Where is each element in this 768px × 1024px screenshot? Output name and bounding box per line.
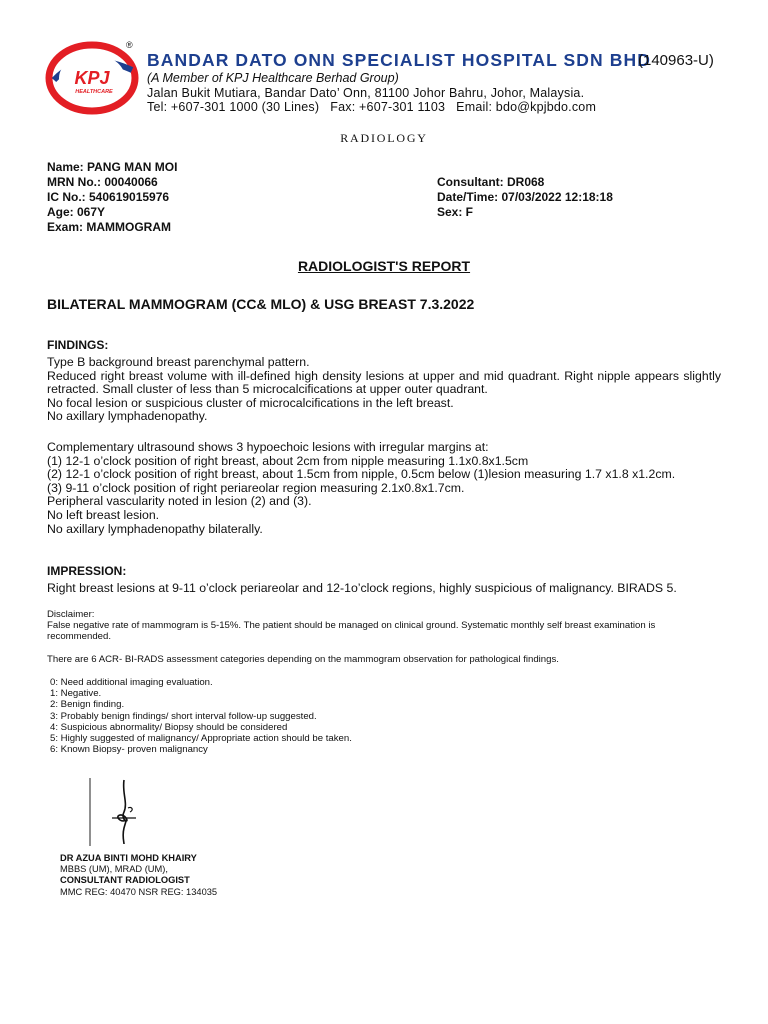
birads-categories bbox=[50, 677, 352, 755]
signatory-title: CONSULTANT RADIOLOGIST bbox=[60, 875, 190, 886]
disclaimer-label: Disclaimer: bbox=[47, 609, 95, 620]
exam-datetime: Date/Time: 07/03/2022 12:18:18 bbox=[437, 190, 613, 204]
birads-category: 6: Known Biopsy- proven malignancy bbox=[50, 744, 208, 756]
signature-image bbox=[84, 778, 164, 846]
signatory-qualifications: MBBS (UM), MRAD (UM), bbox=[60, 864, 168, 875]
finding-line: No focal lesion or suspicious cluster of microcalcifications in the left breast. bbox=[47, 395, 454, 410]
finding-line: (3) 9-11 o’clock position of right periareolar region measuring 2.1x0.8x1.7cm. bbox=[47, 480, 465, 495]
finding-line: Peripheral vascularity noted in lesion (2) and (3). bbox=[47, 494, 312, 509]
member-line: (A Member of KPJ Healthcare Berhad Group) bbox=[147, 71, 399, 85]
disclaimer-text: False negative rate of mammogram is 5-15%. The patient should be managed on clinical ground. Systematic monthly self breast examination is recommended. bbox=[47, 620, 656, 643]
birads-category: 3: Probably benign findings/ short interval follow-up suggested. bbox=[50, 710, 317, 722]
patient-ic: IC No.: 540619015976 bbox=[47, 190, 170, 204]
birads-category: 1: Negative. bbox=[50, 688, 102, 700]
report-title: RADIOLOGIST'S REPORT bbox=[297, 258, 471, 274]
kpj-logo bbox=[44, 40, 142, 116]
signatory-name: DR AZUA BINTI MOHD KHAIRY bbox=[60, 853, 197, 863]
finding-line: Type B background breast parenchymal pattern. bbox=[47, 355, 310, 369]
consultant: Consultant: DR068 bbox=[437, 175, 545, 189]
hospital-address: Jalan Bukit Mutiara, Bandar Dato’ Onn, 81100 Johor Bahru, Johor, Malaysia. bbox=[147, 86, 585, 100]
exam-type: Exam: MAMMOGRAM bbox=[47, 220, 172, 234]
impression-text: Right breast lesions at 9-11 o’clock periareolar and 12-1o’clock regions, highly suspicious of malignancy. BIRADS 5. bbox=[47, 581, 677, 595]
company-registration: (140963-U) bbox=[638, 52, 714, 69]
finding-line: Complementary ultrasound shows 3 hypoechoic lesions with irregular margins at: bbox=[47, 440, 489, 454]
finding-line: (2) 12-1 o’clock position of right breast, about 1.5cm from nipple, 0.5cm below (1)lesion measuring 1.7 x1.8 x1.2cm. bbox=[47, 467, 676, 482]
finding-line: No axillary lymphadenopathy. bbox=[47, 409, 208, 424]
findings-mammogram bbox=[47, 356, 721, 424]
birads-category: 0: Need additional imaging evaluation. bbox=[50, 677, 213, 688]
patient-info-right bbox=[437, 175, 613, 220]
patient-name: Name: PANG MAN MOI bbox=[47, 160, 178, 174]
birads-category: 4: Suspicious abnormality/ Biopsy should be considered bbox=[50, 721, 288, 733]
department-title: RADIOLOGY bbox=[340, 131, 428, 145]
patient-mrn: MRN No.: 00040066 bbox=[47, 175, 158, 189]
finding-line: No axillary lymphadenopathy bilaterally. bbox=[47, 521, 263, 536]
signatory-registration: MMC REG: 40470 NSR REG: 134035 bbox=[60, 886, 218, 897]
logo-subtext: HEALTHCARE bbox=[75, 89, 113, 95]
birads-category: 2: Benign finding. bbox=[50, 699, 125, 711]
findings-ultrasound bbox=[47, 441, 721, 536]
birads-intro: There are 6 ACR- BI-RADS assessment categories depending on the mammogram observation for pathological findings. bbox=[47, 654, 559, 665]
signatory-block bbox=[60, 853, 217, 898]
finding-line: No left breast lesion. bbox=[47, 507, 160, 522]
logo-text: KPJ bbox=[74, 68, 110, 88]
birads-category: 5: Highly suggested of malignancy/ Appropriate action should be taken. bbox=[50, 733, 352, 745]
registered-mark: ® bbox=[126, 40, 133, 50]
finding-line: Reduced right breast volume with ill-defined high density lesions at upper and mid quadrant. Right nipple appears slightly retracted. Small cluster of less than 5 microcalcifications at upper outer quadrant. bbox=[47, 368, 721, 397]
findings-heading: FINDINGS: bbox=[47, 338, 109, 352]
patient-age: Age: 067Y bbox=[47, 205, 106, 219]
disclaimer-block bbox=[47, 609, 721, 643]
hospital-contact: Tel: +607-301 1000 (30 Lines) Fax: +607-301 1103 Email: bdo@kpjbdo.com bbox=[147, 100, 597, 114]
hospital-name: BANDAR DATO ONN SPECIALIST HOSPITAL SDN BHD bbox=[147, 50, 651, 70]
patient-sex: Sex: F bbox=[437, 205, 474, 219]
study-title: BILATERAL MAMMOGRAM (CC& MLO) & USG BREAST 7.3.2022 bbox=[47, 296, 475, 312]
finding-line: (1) 12-1 o’clock position of right breast, about 2cm from nipple measuring 1.1x0.8x1.5cm bbox=[47, 453, 529, 468]
patient-info-left bbox=[47, 160, 177, 235]
impression-heading: IMPRESSION: bbox=[47, 564, 127, 578]
